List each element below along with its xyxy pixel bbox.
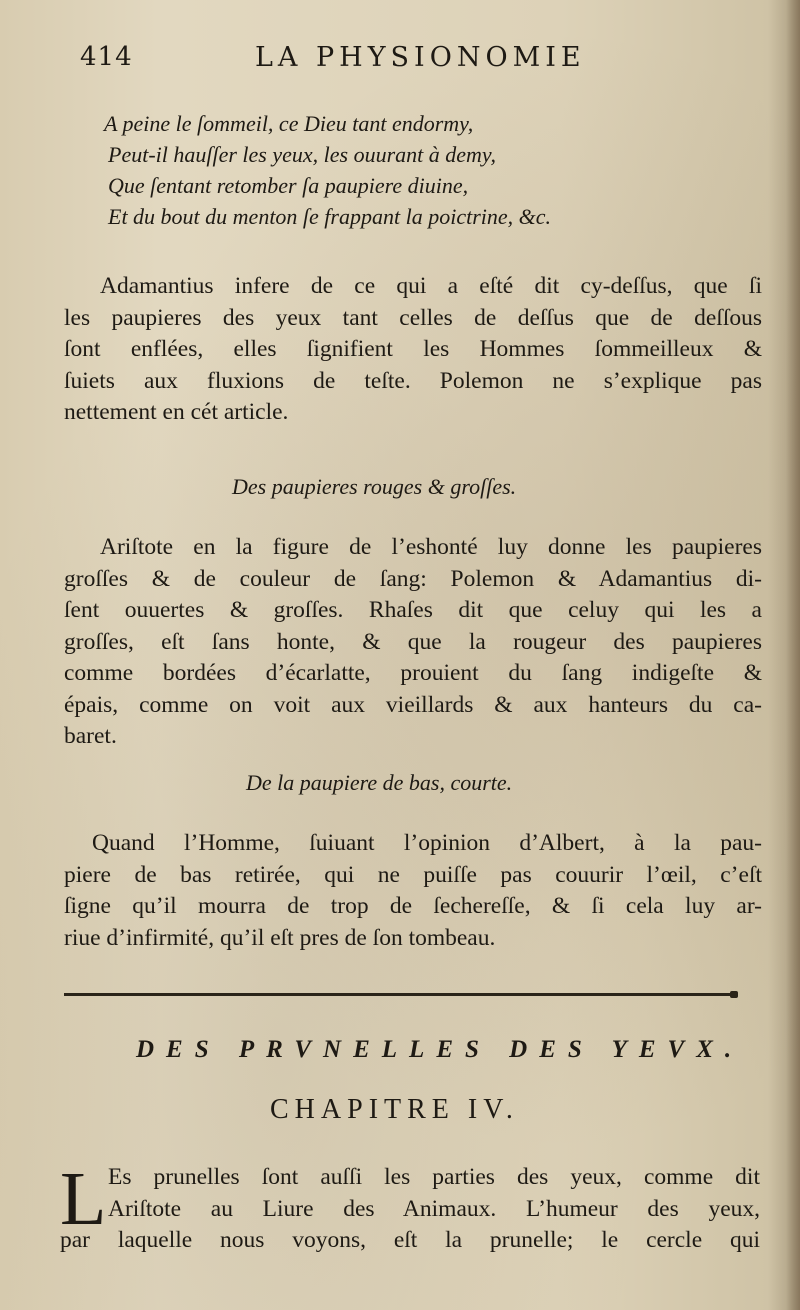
verse-line: Peut-il hauſſer les yeux, les ouurant à demy, [108,142,496,167]
text-line: épais, comme on voit aux vieillards & aux hanteurs du ca- [64,691,762,718]
verse-line: Que ſentant retomber ſa paupiere diuine, [108,173,469,198]
section-title: DES PRVNELLES DES YEVX. [136,1036,744,1063]
paragraph-prunelles [60,1157,760,1257]
paragraph-adamantius [64,271,762,429]
running-title: LA PHYSIONOMIE [255,42,586,73]
subheading-red-eyelids: Des paupieres rouges & groſſes. [232,474,517,499]
page-edge-shadow [786,0,800,1310]
paragraph-aristote [64,532,762,753]
verse-quotation [104,108,664,232]
text-line: Adamantius infere de ce qui a eſté dit cy-deſſus, que ſi [100,273,762,299]
text-line: comme bordées d’écarlatte, prouient du ſang indigeſte & [64,660,762,686]
text-line: ſont enflées, elles ſignifient les Hommes ſommeilleux & [64,336,762,362]
text-line: nettement en cét article. [64,399,289,425]
section-divider-rule [64,993,734,996]
text-line: groſſes, eſt ſans honte, & que la rougeur des paupieres [64,628,762,655]
text-line: groſſes & de couleur de ſang: Polemon & Adamantius di- [64,565,762,592]
text-line: riue d’infirmité, qu’il eſt pres de ſon tombeau. [64,924,496,951]
verse-line: A peine le ſommeil, ce Dieu tant endormy, [104,111,474,136]
text-line: par laquelle nous voyons, eſt la prunelle; le cercle qui [60,1227,760,1253]
chapter-heading: CHAPITRE IV. [270,1094,519,1125]
text-line: ſigne qu’il mourra de trop de ſechereſſe, & ſi cela luy ar- [64,893,762,919]
text-line: Quand l’Homme, ſuiuant l’opinion d’Albert, à la pau- [92,830,762,856]
drop-capital: L [60,1157,107,1241]
text-line: baret. [64,723,117,749]
text-line: les paupieres des yeux tant celles de deſſus que de deſſous [64,304,762,331]
text-line: Es prunelles ſont auſſi les parties des yeux, comme dit [108,1164,760,1190]
text-line: Ariſtote au Liure des Animaux. L’humeur des yeux, [108,1195,760,1222]
subheading-lower-eyelid: De la paupiere de bas, courte. [246,770,513,795]
running-head [80,42,640,82]
page-number: 414 [80,42,133,72]
text-line: piere de bas retirée, qui ne puiſſe pas couurir l’œil, c’eſt [64,861,762,888]
text-line: ſuiets aux fluxions de teſte. Polemon ne s’explique pas [64,367,762,394]
paragraph-albert [64,828,762,954]
text-line: Ariſtote en la figure de l’eshonté luy donne les paupieres [100,534,762,560]
verse-line: Et du bout du menton ſe frappant la poictrine, &c. [108,204,552,229]
text-line: ſent ouuertes & groſſes. Rhaſes dit que celuy qui les a [64,597,762,623]
